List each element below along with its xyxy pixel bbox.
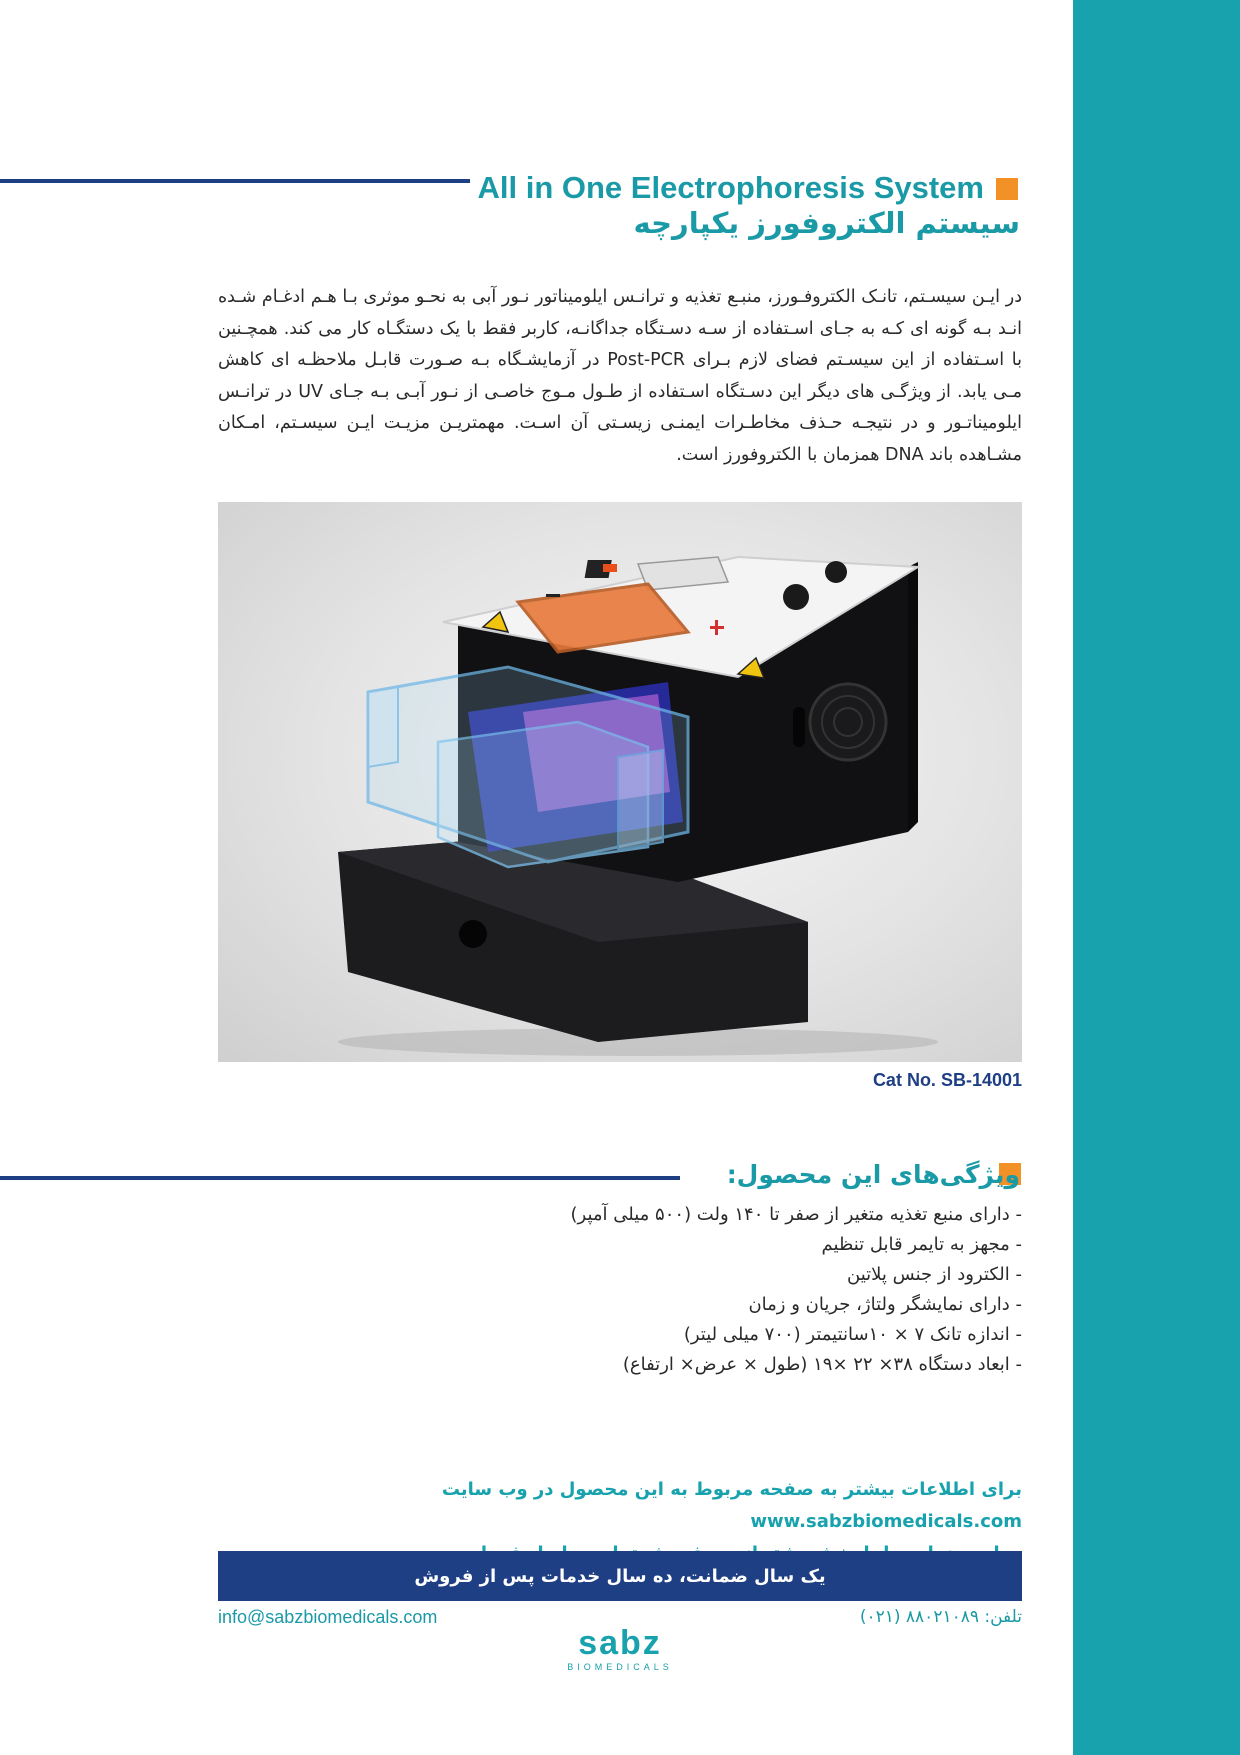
product-title-fa: سیستم الکتروفورز یکپارچه	[633, 206, 1020, 240]
list-item: - دارای منبع تغذیه متغیر از صفر تا ۱۴۰ ولت (۵۰۰ میلی آمپر)	[570, 1204, 1022, 1225]
list-item: - دارای نمایشگر ولتاژ، جریان و زمان	[748, 1294, 1022, 1315]
warranty-text: یک سال ضمانت، ده سال خدمات پس از فروش	[414, 1565, 826, 1587]
title-bullet-icon	[996, 178, 1018, 200]
features-rule	[0, 1176, 680, 1180]
sabz-logo	[540, 1622, 700, 1674]
website-note-text: برای اطلاعات بیشتر به صفحه مربوط به این محصول در وب سایت	[441, 1479, 1022, 1500]
right-accent-band	[1073, 0, 1240, 1755]
catalog-number: Cat No. SB-14001	[872, 1070, 1022, 1090]
product-photo	[218, 502, 1022, 1062]
list-item: - ابعاد دستگاه ۳۸× ۲۲ ×۱۹ (طول × عرض× ارتفاع)	[622, 1354, 1022, 1375]
email-link[interactable]: info@sabzbiomedicals.com	[218, 1607, 438, 1627]
list-item: - اندازه تانک ۷ × ۱۰سانتیمتر (۷۰۰ میلی لیتر)	[683, 1324, 1022, 1345]
svg-text:sabz: sabz	[578, 1624, 662, 1662]
fan-grille-icon	[810, 684, 886, 760]
features-title: ویژگی‌های این محصول:	[726, 1160, 1020, 1189]
features-list	[202, 1200, 1022, 1380]
electrophoresis-device-illustration	[218, 502, 1022, 1062]
list-item: - الکترود از جنس پلاتین	[847, 1264, 1022, 1285]
phone-number: تلفن: ۸۸۰۲۱۰۸۹ (۰۲۱)	[859, 1607, 1022, 1627]
header-rule	[0, 179, 470, 183]
list-item: - مجهز به تایمر قابل تنظیم	[821, 1234, 1022, 1255]
warranty-banner	[218, 1551, 1022, 1601]
intro-paragraph: در ایـن سیسـتم، تانـک الکتروفـورز، منبـع تغذیه و ترانـس ایلومیناتور نـور آبی به نحـو موثری بـا هـم ادغـام شـده انـد بـه گونه ای کـه به جـای اسـتفاده از سـه دسـتگاه جداگانـه، کاربر فقط با یک دستگـاه کار می کند. همچـنین با اسـتفاده از این سیسـتم فضای لازم بـرای Post-PCR در آزمایشـگاه بـه صـورت قابـل ملاحظـه ای کاهش مـی یابد. از ویژگـی های دیگر این دسـتگاه اسـتفاده از طـول مـوج خاصـی از نـور آبـی بـه جـای UV در ترانـس ایلومیناتـور و در نتیجـه حـذف مخاطـرات ایمنـی زیسـتی آن اسـت. مهمتریـن مزیـت ایـن سیسـتم، امـکان مشـاهده باند DNA همزمان با الکتروفورز است.	[218, 287, 1023, 465]
product-title-en: All in One Electrophoresis System	[477, 170, 984, 205]
svg-text:BIOMEDICALS: BIOMEDICALS	[567, 1662, 673, 1672]
website-link[interactable]: www.sabzbiomedicals.com	[750, 1511, 1022, 1532]
